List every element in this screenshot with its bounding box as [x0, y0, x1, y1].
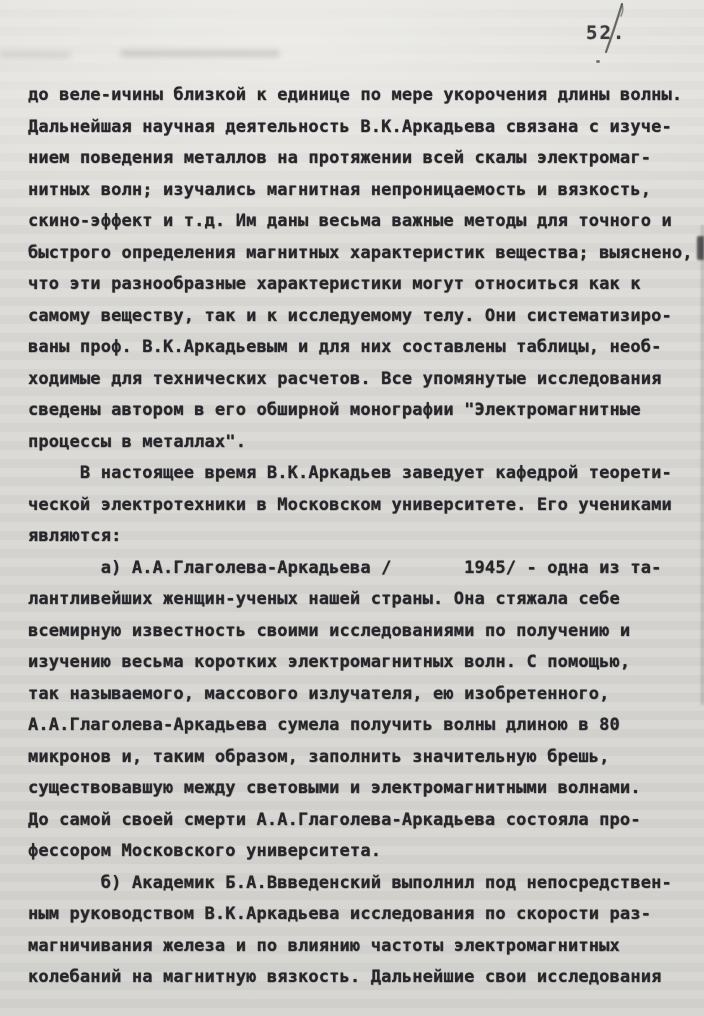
text-line: микронов и, таким образом, заполнить значительную брешь,	[28, 746, 610, 767]
text-line: самому веществу, так и к исследуемому телу. Они систематизиро-	[28, 305, 672, 326]
text-line: ходимые для технических расчетов. Все упомянутые исследования	[28, 368, 662, 389]
text-line: изучению весьма коротких электромагнитных волн. С помощью,	[28, 652, 631, 672]
text-line: до веле-ичины близкой к единице по мере укорочения длины волны.	[28, 85, 683, 105]
text-line: В настоящее время В.К.Аркадьев заведует кафедрой теорети-	[28, 463, 672, 483]
text-line: А.А.Глаголева-Аркадьева сумела получить волны длиною в 80	[28, 715, 620, 735]
text-line: нитных волн; изучались магнитная непроницаемость и вязкость,	[28, 179, 652, 200]
text-line: ческой электротехники в Московском университете. Его учениками	[28, 494, 672, 515]
text-line: всемирную известность своими исследованиями по получению и	[28, 620, 631, 641]
text-line: процессы в металлах".	[28, 431, 247, 452]
text-line: До самой своей смерти А.А.Глаголева-Аркадьева состояла про-	[28, 809, 641, 830]
text-line: что эти разнообразные характеристики могут относиться как к	[28, 274, 641, 294]
text-line: а) А.А.Глаголева-Аркадьева / 1945/ - одна из та-	[28, 557, 662, 578]
text-line: фессором Московского университета.	[28, 841, 382, 861]
text-line: так называемого, массового излучателя, ею изобретенного,	[28, 683, 610, 704]
text-line: магничивания железа и по влиянию частоты электромагнитных	[28, 935, 620, 956]
pen-dot-mark	[596, 60, 600, 63]
text-line: ваны проф. В.К.Аркадьевым и для них составлены таблицы, необ-	[28, 337, 662, 357]
text-line: колебаний на магнитную вязкость. Дальнейшие свои исследования	[28, 967, 662, 987]
handwritten-check-mark-icon	[598, 0, 644, 58]
text-line: лантливейших женщин-ученых нашей страны. Она стяжала себе	[28, 589, 620, 609]
text-line: б) Академик Б.А.Ввведенский выполнил под непосредствен-	[28, 872, 672, 893]
text-line: скино-эффект и т.д. Им даны весьма важные методы для точного и	[28, 211, 672, 231]
text-line: являются:	[28, 526, 122, 546]
scan-smudge	[120, 50, 280, 57]
text-line: быстрого определения магнитных характеристик вещества; выяснено,	[28, 242, 693, 263]
page-number: 52.	[586, 22, 627, 44]
typewritten-text-block	[28, 80, 700, 994]
text-line: сведены автором в его обширной монографии "Электромагнитные	[28, 400, 641, 420]
text-line: ным руководством В.К.Аркадьева исследования по скорости раз-	[28, 904, 652, 924]
scan-smudge	[0, 52, 70, 58]
text-line: нием поведения металлов на протяжении всей скалы электромаг-	[28, 148, 652, 168]
text-line: Дальнейшая научная деятельность В.К.Аркадьева связана с изуче-	[28, 116, 672, 137]
text-line: существовавшую между световыми и электромагнитными волнами.	[28, 778, 641, 798]
